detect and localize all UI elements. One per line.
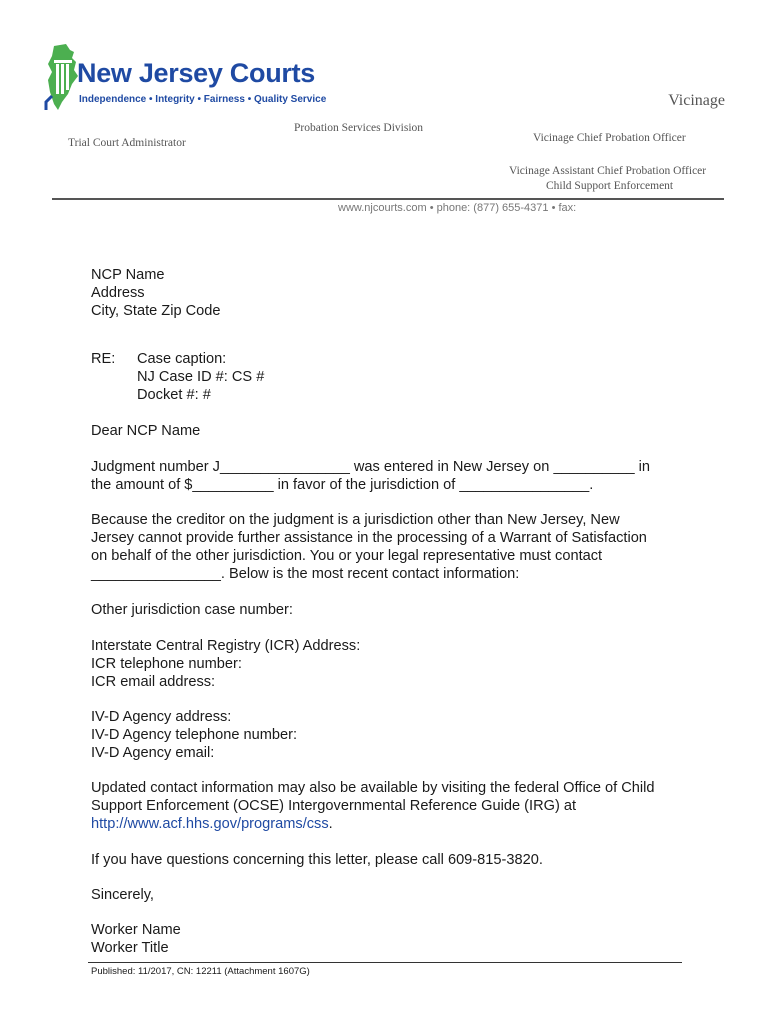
icr-phone: ICR telephone number: [91, 656, 242, 672]
ocse-irg-link[interactable]: http://www.acf.hhs.gov/programs/css [91, 816, 329, 832]
chief-officer-label: Vicinage Chief Probation Officer [533, 132, 686, 144]
footer-text: Published: 11/2017, CN: 12211 (Attachment 1607G) [91, 966, 310, 977]
icr-address: Interstate Central Registry (ICR) Address: [91, 638, 361, 654]
updated-line-2: Support Enforcement (OCSE) Intergovernmental Reference Guide (IRG) at [91, 798, 577, 814]
footer-divider [88, 962, 682, 963]
division-label: Probation Services Division [294, 122, 424, 134]
trial-court-admin-label: Trial Court Administrator [68, 137, 186, 149]
icr-block [91, 637, 360, 691]
state-seal-icon [44, 44, 80, 110]
vicinage-label: Vicinage [668, 92, 725, 109]
assistant-chief-label: Vicinage Assistant Chief Probation Officer [509, 165, 707, 177]
case-caption: Case caption: [137, 351, 227, 367]
icr-email: ICR email address: [91, 674, 216, 690]
judgment-line-2: the amount of $__________ in favor of the jurisdiction of ________________. [91, 477, 594, 493]
docket-number: Docket #: # [137, 387, 211, 403]
case-id: NJ Case ID #: CS # [137, 369, 265, 385]
salutation: Dear NCP Name [91, 423, 201, 439]
ivd-block [91, 708, 297, 762]
recipient-address: Address [91, 285, 145, 301]
re-block [137, 350, 264, 404]
ivd-email: IV-D Agency email: [91, 745, 215, 761]
nj-courts-logo [44, 44, 327, 114]
creditor-line-2: Jersey cannot provide further assistance in the processing of a Warrant of Satisfaction [91, 530, 647, 546]
judgment-paragraph [91, 458, 650, 494]
updated-line-1: Updated contact information may also be available by visiting the federal Office of Child [91, 780, 655, 796]
recipient-name: NCP Name [91, 267, 165, 283]
updated-paragraph [91, 779, 655, 833]
child-support-label: Child Support Enforcement [546, 180, 674, 192]
re-label: RE: [91, 351, 116, 367]
recipient-city: City, State Zip Code [91, 303, 221, 319]
other-case-number: Other jurisdiction case number: [91, 602, 293, 618]
org-name: New Jersey Courts [77, 58, 316, 88]
judgment-line-1: Judgment number J________________ was entered in New Jersey on __________ in [91, 459, 651, 475]
ivd-phone: IV-D Agency telephone number: [91, 727, 298, 743]
creditor-line-4: ________________. Below is the most recent contact information: [91, 566, 520, 582]
org-tagline: Independence • Integrity • Fairness • Quality Service [79, 94, 327, 105]
header-divider [52, 198, 724, 200]
closing-sincerely: Sincerely, [91, 887, 154, 903]
ivd-address: IV-D Agency address: [91, 709, 232, 725]
link-line [91, 815, 655, 833]
worker-name: Worker Name [91, 922, 181, 938]
link-suffix: . [328, 816, 333, 832]
recipient-block [91, 266, 221, 320]
creditor-paragraph [91, 511, 647, 583]
worker-title: Worker Title [91, 940, 169, 956]
contact-line: www.njcourts.com • phone: (877) 655-4371 • fax: [338, 202, 577, 214]
creditor-line-3: on behalf of the other jurisdiction. You or your legal representative must contact [91, 548, 603, 564]
questions-paragraph: If you have questions concerning this letter, please call 609-815-3820. [91, 852, 543, 868]
creditor-line-1: Because the creditor on the judgment is a jurisdiction other than New Jersey, New [91, 512, 620, 528]
signature-block [91, 921, 181, 957]
